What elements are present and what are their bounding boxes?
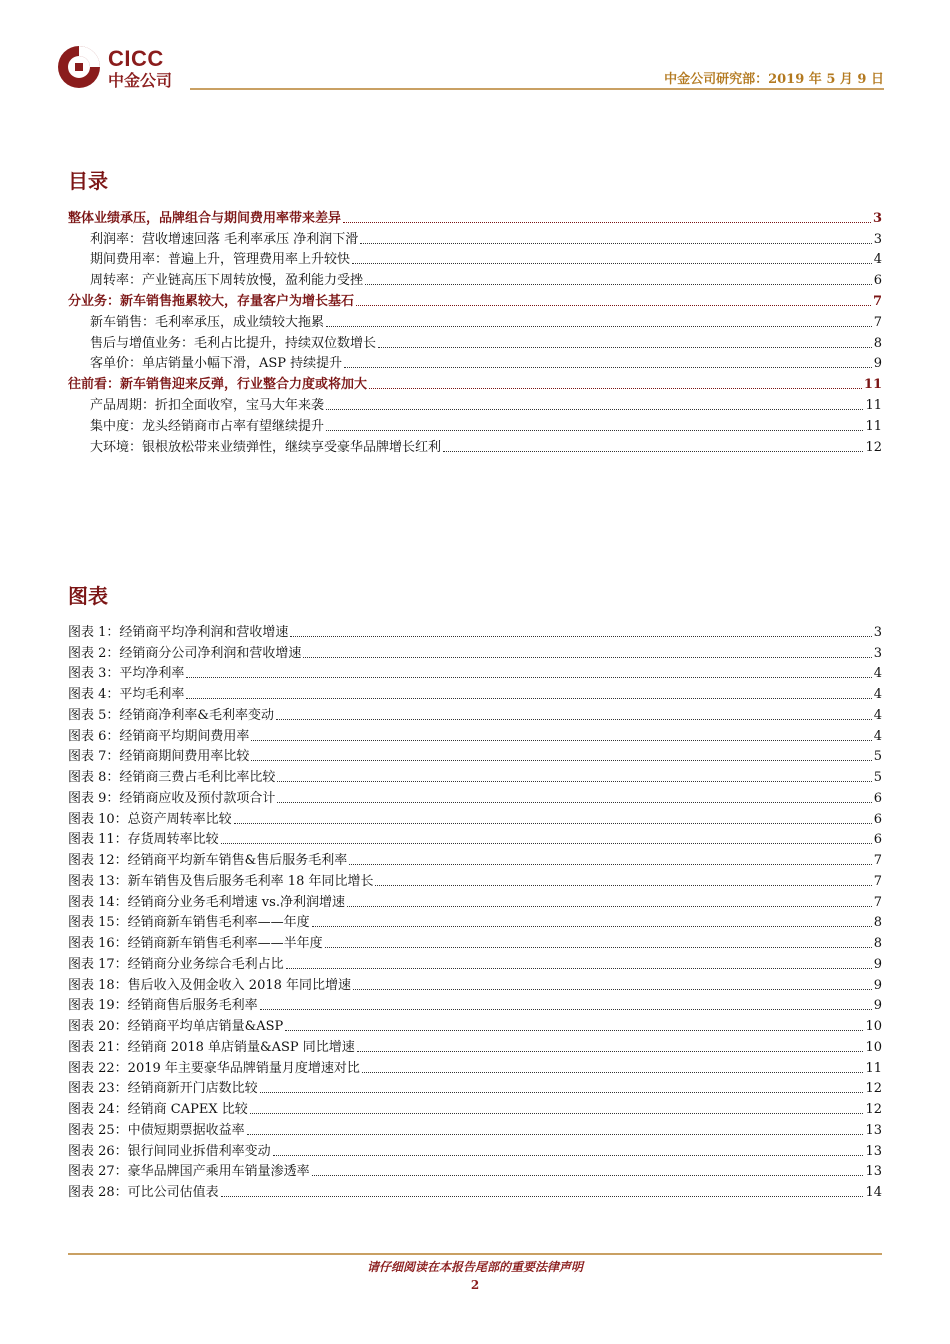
figure-entry[interactable] [68,869,882,890]
figure-entry-label: 图表 24：经销商 CAPEX 比较 [68,1102,248,1117]
figure-entry-label: 图表 5：经销商净利率&毛利率变动 [68,707,274,723]
figure-entry-page: 12 [865,1081,882,1097]
figure-entry-page: 6 [873,832,882,848]
figure-entry-page: 10 [865,1039,882,1055]
figure-entry-label: 图表 17：经销商分业务综合毛利占比 [68,956,284,972]
logo-text-cn: 中金公司 [108,71,173,90]
figure-entry-label: 图表 14：经销商分业务毛利增速 vs.净利润增速 [68,894,345,910]
figure-entry-page: 9 [873,998,882,1014]
toc-entry-page: 12 [865,439,882,455]
toc-entry-label: 新车销售：毛利率承压，成业绩较大拖累 [90,314,325,330]
figure-entry-page: 13 [865,1164,882,1180]
toc-entry[interactable] [68,393,882,414]
cicc-logo [56,44,186,92]
figure-entry-label: 图表 28：可比公司估值表 [68,1185,219,1200]
dot-leader [356,305,871,306]
toc-entry-page: 7 [873,314,882,330]
toc-entry[interactable] [68,414,882,435]
dot-leader [352,263,872,264]
toc-entry-page: 8 [873,335,882,351]
figure-entry[interactable] [68,682,882,703]
dot-leader [365,284,872,285]
figure-entry-page: 5 [873,749,882,765]
figure-entry-label: 图表 10：总资产周转率比较 [68,811,232,827]
figure-entry-page: 3 [873,645,882,661]
figure-entry-label: 图表 19：经销商售后服务毛利率 [68,998,258,1014]
toc-entry-page: 3 [873,231,882,247]
dot-leader [260,1009,872,1010]
figure-entry-page: 4 [873,707,882,723]
figure-entry-label: 图表 18：售后收入及佣金收入 2018 年同比增速 [68,977,352,993]
figure-entry-page: 7 [873,853,882,868]
figure-entry-page: 4 [873,687,882,702]
figure-entry-label: 图表 9：经销商应收及预付款项合计 [68,790,276,806]
dot-leader [312,926,872,927]
dot-leader [353,989,872,990]
figure-entry-page: 8 [873,915,882,931]
figure-entry-label: 图表 20：经销商平均单店销量&ASP [68,1019,284,1034]
toc-entry[interactable] [68,268,882,289]
figure-entry[interactable] [68,662,882,683]
cicc-logo-mark-icon [56,44,102,90]
dot-leader [312,1175,864,1176]
dot-leader [221,1196,864,1197]
toc-entry-page: 6 [873,273,882,289]
dot-leader [251,760,871,761]
figure-entry-page: 14 [865,1185,882,1200]
figure-entry-label: 图表 27：豪华品牌国产乘用车销量渗透率 [68,1164,310,1180]
figure-entry[interactable] [68,952,882,973]
dot-leader [326,430,863,431]
figure-entry-label: 图表 4：平均毛利率 [68,687,185,702]
dot-leader [375,885,871,886]
figure-entry[interactable] [68,1056,882,1077]
figure-entry-label: 图表 15：经销商新车销售毛利率——年度 [68,915,310,931]
toc-entry-page: 9 [873,356,882,372]
toc-entry[interactable] [68,352,882,373]
figure-entry[interactable] [68,994,882,1015]
figure-entry-label: 图表 12：经销商平均新车销售&售后服务毛利率 [68,853,348,868]
figure-entry-page: 8 [873,936,882,951]
figure-entry[interactable] [68,786,882,807]
figure-entry-label: 图表 7：经销商期间费用率比较 [68,749,250,765]
toc-entry-label: 分业务：新车销售拖累较大，存量客户为增长基石 [68,293,355,309]
dot-leader [378,347,872,348]
figure-entry[interactable] [68,828,882,849]
figure-entry[interactable] [68,1180,882,1201]
dot-leader [326,409,863,410]
dot-leader [247,1134,864,1135]
toc-entry-page: 7 [872,293,882,309]
dot-leader [286,968,872,969]
figure-entry-label: 图表 21：经销商 2018 单店销量&ASP 同比增速 [68,1039,355,1055]
figure-entry-page: 4 [873,728,882,744]
footer-divider [68,1253,882,1255]
page-number: 2 [470,1278,480,1292]
dot-leader [186,698,871,699]
figure-entry[interactable] [68,724,882,745]
toc-entry-label: 大环境：银根放松带来业绩弹性，继续享受豪华品牌增长红利 [90,439,442,455]
figure-entry-page: 10 [865,1019,882,1034]
toc-entry-label: 客单价：单店销量小幅下滑，ASP 持续提升 [90,356,343,372]
figure-entry-page: 13 [865,1122,882,1138]
figure-entry-label: 图表 25：中债短期票据收益率 [68,1122,245,1138]
toc-entry-label: 整体业绩承压，品牌组合与期间费用率带来差异 [68,210,342,226]
dot-leader [349,864,871,865]
dot-leader [221,843,872,844]
dot-leader [325,947,872,948]
figure-entry[interactable] [68,620,882,641]
logo-text-en: CICC [108,46,164,71]
dot-leader [251,740,871,741]
figure-entry-label: 图表 11：存货周转率比较 [68,832,219,848]
toc-entry[interactable] [68,289,882,310]
figures-title: 图表 [68,584,108,608]
figure-entry[interactable] [68,1035,882,1056]
figure-entry-label: 图表 1：经销商平均净利润和营收增速 [68,624,289,640]
toc-entry[interactable] [68,248,882,269]
figure-entry[interactable] [68,765,882,786]
dot-leader [303,657,871,658]
dot-leader [260,1092,864,1093]
figure-entry-label: 图表 13：新车销售及售后服务毛利率 18 年同比增长 [68,873,374,889]
dot-leader [326,326,872,327]
toc-title: 目录 [68,169,108,193]
figure-entry-page: 5 [873,770,882,785]
dot-leader [357,1051,864,1052]
figure-entry-page: 9 [873,977,882,993]
figure-entry[interactable] [68,703,882,724]
dot-leader [362,1072,864,1073]
dot-leader [443,451,863,452]
report-source-date: 中金公司研究部：2019 年 5 月 9 日 [664,72,884,87]
toc-entry-page: 3 [872,210,882,226]
toc-entry-page: 11 [865,418,882,434]
figure-entry-label: 图表 22：2019 年主要豪华品牌销量月度增速对比 [68,1060,360,1076]
toc-entry[interactable] [68,331,882,352]
figure-entry[interactable] [68,973,882,994]
legal-notice[interactable]: 请仔细阅读在本报告尾部的重要法律声明 [366,1260,583,1274]
figure-entry-page: 13 [865,1143,882,1159]
toc-entry-label: 往前看：新车销售迎来反弹，行业整合力度或将加大 [68,377,368,393]
figure-entry-label: 图表 8：经销商三费占毛利比率比较 [68,770,276,785]
dot-leader [186,677,871,678]
toc-entry-label: 利润率：营收增速回落 毛利率承压 净利润下滑 [90,231,359,247]
figure-entry[interactable] [68,807,882,828]
figure-entry[interactable] [68,1160,882,1181]
figure-entry-label: 图表 26：银行间同业拆借利率变动 [68,1143,271,1159]
dot-leader [285,1030,863,1031]
figure-entry-label: 图表 23：经销商新开门店数比较 [68,1081,258,1097]
toc-entry-label: 期间费用率：普遍上升，管理费用率上升较快 [90,252,351,268]
figure-entry-page: 7 [873,873,882,889]
toc-entry-page: 11 [865,397,882,413]
toc-entry-label: 售后与增值业务：毛利占比提升，持续双位数增长 [90,335,377,351]
figure-entry-page: 11 [865,1060,882,1076]
figure-entry[interactable] [68,1014,882,1035]
toc-list [68,206,882,456]
figure-entry-label: 图表 3：平均净利率 [68,666,185,682]
figure-entry-page: 4 [873,666,882,682]
dot-leader [276,719,872,720]
dot-leader [344,367,872,368]
toc-entry[interactable] [68,372,882,393]
figure-entry[interactable] [68,848,882,869]
figure-entry-page: 7 [873,894,882,910]
figure-entry-page: 6 [873,790,882,806]
toc-entry[interactable] [68,227,882,248]
header-divider [190,88,884,90]
figure-entry[interactable] [68,1118,882,1139]
figure-entry[interactable] [68,745,882,766]
figure-entry[interactable] [68,931,882,952]
toc-entry[interactable] [68,206,882,227]
figure-entry[interactable] [68,911,882,932]
figures-list [68,620,882,1201]
dot-leader [360,243,871,244]
figure-entry[interactable] [68,641,882,662]
figure-entry-page: 9 [873,956,882,972]
toc-entry-page: 4 [873,252,882,268]
toc-entry[interactable] [68,435,882,456]
dot-leader [343,222,871,223]
toc-entry-label: 集中度：龙头经销商市占率有望继续提升 [90,418,325,434]
figure-entry-page: 6 [873,811,882,827]
figure-entry-label: 图表 6：经销商平均期间费用率 [68,728,250,744]
figure-entry[interactable] [68,890,882,911]
figure-entry[interactable] [68,1077,882,1098]
toc-entry-page: 11 [863,377,882,393]
toc-entry-label: 产品周期：折扣全面收窄，宝马大年来袭 [90,397,325,413]
figure-entry[interactable] [68,1139,882,1160]
figure-entry-label: 图表 16：经销商新车销售毛利率——半年度 [68,936,323,951]
toc-entry-label: 周转率：产业链高压下周转放慢，盈利能力受挫 [90,273,364,289]
dot-leader [290,636,871,637]
dot-leader [234,823,872,824]
dot-leader [277,781,871,782]
toc-entry[interactable] [68,310,882,331]
figure-entry-page: 3 [873,624,882,640]
figure-entry[interactable] [68,1097,882,1118]
dot-leader [347,906,872,907]
dot-leader [250,1113,864,1114]
figure-entry-label: 图表 2：经销商分公司净利润和营收增速 [68,645,302,661]
dot-leader [277,802,871,803]
dot-leader [369,388,862,389]
dot-leader [273,1155,864,1156]
figure-entry-page: 12 [865,1102,882,1117]
